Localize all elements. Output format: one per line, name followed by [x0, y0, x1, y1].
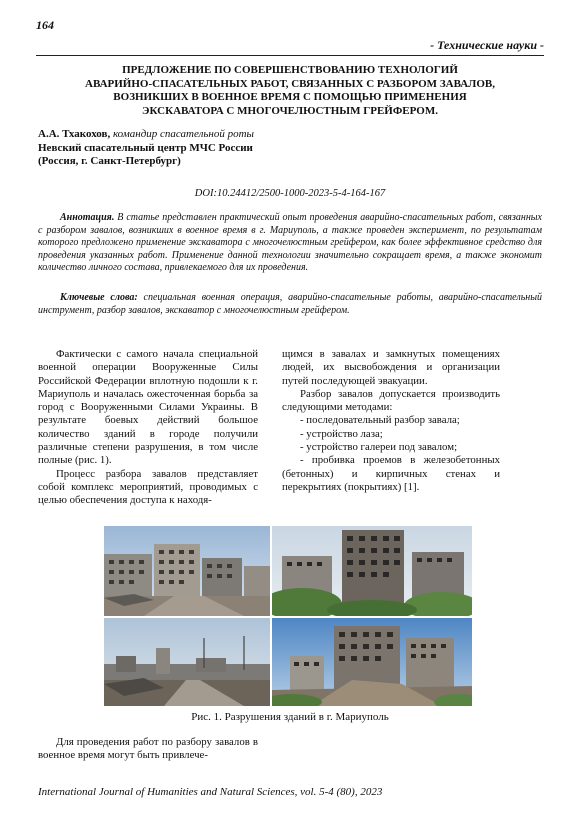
- figure-caption: Рис. 1. Разрушения зданий в г. Мариуполь: [191, 711, 389, 723]
- title-line-2: АВАРИЙНО-СПАСАТЕЛЬНЫХ РАБОТ, СВЯЗАННЫХ С РАЗБОРОМ ЗАВАЛОВ,: [85, 77, 495, 90]
- abstract-label: Аннотация.: [60, 212, 115, 223]
- doi: DOI:10.24412/2500-1000-2023-5-4-164-167: [194, 188, 386, 199]
- author-block: [38, 128, 254, 169]
- paragraph-bottom: Для проведения работ по разбору завалов в военное время могут быть привлече-: [38, 736, 258, 762]
- paragraph: Разбор завалов допускается производить следующими методами:: [282, 387, 500, 414]
- list-item: - устройство лаза;: [300, 427, 383, 440]
- title-line-3: ВОЗНИКШИХ В ВОЕННОЕ ВРЕМЯ С ПОМОЩЬЮ ПРИМЕНЕНИЯ: [113, 91, 467, 103]
- author-organization: Невский спасательный центр МЧС России: [38, 141, 253, 154]
- figure-1: [104, 526, 472, 706]
- title-line-1: ПРЕДЛОЖЕНИЕ ПО СОВЕРШЕНСТВОВАНИЮ ТЕХНОЛОГИЙ: [122, 64, 458, 76]
- page-number: 164: [36, 18, 54, 32]
- paragraph: Фактически с самого начала специальной военной операции Вооруженные Силы Российской Федерации вплотную подошли к г. Мариуполь и началась ожесточенная борьба за город с Вооруженными Силами Украины. В результате боевых действий большое количество зданий в городе получили различные степени разрушения, в том числе полные (рис. 1).: [38, 348, 258, 467]
- list-item: - пробивка проемов в железобетонных (бетонных) и кирпичных стенах и перекрытиях (покрытиях) [1].: [282, 454, 500, 493]
- journal-footer: International Journal of Humanities and Natural Sciences, vol. 5-4 (80), 2023: [38, 786, 383, 798]
- abstract: [38, 212, 542, 275]
- title-line-4: ЭКСКАВАТОРА С МНОГОЧЕЛЮСТНЫМ ГРЕЙФЕРОМ.: [142, 104, 438, 117]
- keywords-text: специальная военная операция, аварийно-спасательные работы, аварийно-спасательный инструмент, разбор завалов, экскаватор с многочелюстным грейфером.: [38, 292, 542, 316]
- keywords: [38, 292, 542, 317]
- header-rule: [36, 55, 544, 56]
- author-position: командир спасательной роты: [110, 128, 254, 140]
- paragraph: Процесс разбора завалов представляет собой комплекс мероприятий, проводимых с целью обеспечения доступа к находя-: [38, 467, 258, 507]
- text-column-right: [282, 348, 500, 494]
- keywords-label: Ключевые слова:: [60, 292, 138, 303]
- photo-destroyed-buildings-3: [104, 618, 270, 706]
- list-item: - устройство галереи под завалом;: [300, 441, 458, 454]
- author-name: А.А. Тхакохов,: [38, 128, 111, 140]
- abstract-text: В статье представлен практический опыт проведения аварийно-спасательных работ, связанных с разбором завалов, возникших в военное время в г. Мариуполь, а также проведен эксперимент, по результатам которого предложено применение экскаватора с многочелюстным грейфером, как более эффективное средство для проведения указанных работ. Применение данной технологии значительно сокращает время, а также экономит количество личного состава, привлекаемого для их проведения.: [38, 212, 542, 274]
- photo-destroyed-buildings-4: [272, 618, 472, 706]
- author-location: (Россия, г. Санкт-Петербург): [38, 155, 181, 167]
- section-header: - Технические науки -: [430, 38, 544, 52]
- paragraph: щимся в завалах и замкнутых помещениях людей, их высвобождения и организации путей последующей эвакуации.: [282, 348, 500, 387]
- photo-destroyed-buildings-1: [104, 526, 270, 616]
- text-column-left: [38, 348, 258, 508]
- article-title: [36, 64, 544, 118]
- list-item: - последовательный разбор завала;: [300, 414, 460, 427]
- photo-destroyed-buildings-2: [272, 526, 472, 616]
